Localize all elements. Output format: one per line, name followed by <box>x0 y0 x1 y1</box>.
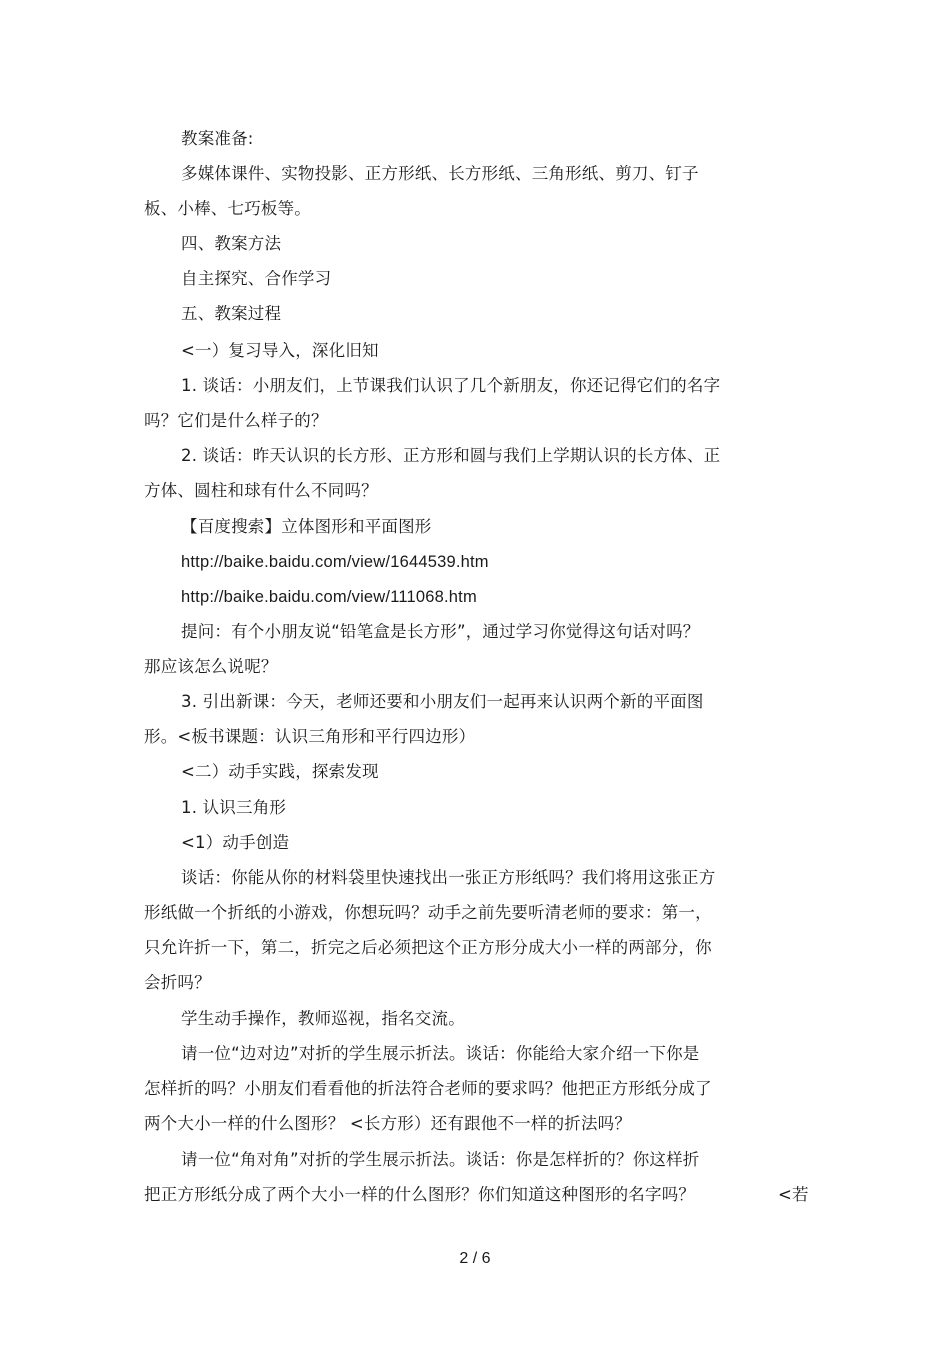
text-line: 怎样折的吗？小朋友们看看他的折法符合老师的要求吗？他把正方形纸分成了 <box>144 1079 712 1098</box>
text-line: 只允许折一下，第二，折完之后必须把这个正方形分成大小一样的两部分，你 <box>144 938 712 957</box>
text-line: 1. 认识三角形 <box>181 798 287 817</box>
text-line: 把正方形纸分成了两个大小一样的什么图形？你们知道这种图形的名字吗？ <box>144 1185 696 1204</box>
text-line: 请一位“角对角”对折的学生展示折法。谈话：你是怎样折的？你这样折 <box>181 1150 700 1169</box>
url-link[interactable]: http://baike.baidu.com/view/1644539.htm <box>181 553 489 571</box>
text-line: 2. 谈话：昨天认识的长方形、正方形和圆与我们上学期认识的长方体、正 <box>181 446 721 465</box>
text-line: 会折吗？ <box>144 973 211 992</box>
text-line-tail: <若 <box>778 1185 809 1204</box>
subsection-heading: <二）动手实践，探索发现 <box>181 762 379 781</box>
text-line: 学生动手操作，教师巡视，指名交流。 <box>181 1009 465 1028</box>
subsection-heading: <一）复习导入，深化旧知 <box>181 341 379 360</box>
text-line: 谈话：你能从你的材料袋里快速找出一张正方形纸吗？我们将用这张正方 <box>181 868 716 887</box>
text-line: 那应该怎么说呢？ <box>144 657 278 676</box>
text-line: 吗？它们是什么样子的？ <box>144 411 328 430</box>
text-line: 【百度搜索】立体图形和平面图形 <box>181 517 432 536</box>
text-line: 方体、圆柱和球有什么不同吗？ <box>144 481 378 500</box>
text-line: 两个大小一样的什么图形？ <长方形）还有跟他不一样的折法吗？ <box>144 1114 632 1133</box>
text-line: 请一位“边对边”对折的学生展示折法。谈话：你能给大家介绍一下你是 <box>181 1044 700 1063</box>
text-line: 自主探究、合作学习 <box>181 269 332 288</box>
section-heading: 四、教案方法 <box>181 234 282 253</box>
url-link[interactable]: http://baike.baidu.com/view/111068.htm <box>181 588 477 606</box>
page-number: 2 / 6 <box>459 1250 491 1267</box>
text-line: <1）动手创造 <box>181 833 290 852</box>
text-line: 形纸做一个折纸的小游戏，你想玩吗？动手之前先要听清老师的要求：第一， <box>144 903 712 922</box>
text-line: 板、小棒、七巧板等。 <box>144 199 311 218</box>
text-line: 形。<板书课题：认识三角形和平行四边形） <box>144 727 476 746</box>
text-line: 多媒体课件、实物投影、正方形纸、长方形纸、三角形纸、剪刀、钉子 <box>181 164 699 183</box>
text-line: 教案准备: <box>181 129 254 148</box>
text-line: 3. 引出新课：今天，老师还要和小朋友们一起再来认识两个新的平面图 <box>181 692 704 711</box>
section-heading: 五、教案过程 <box>181 304 282 323</box>
text-line: 1. 谈话：小朋友们，上节课我们认识了几个新朋友，你还记得它们的名字 <box>181 376 721 395</box>
text-line: 提问：有个小朋友说“铅笔盒是长方形”，通过学习你觉得这句话对吗？ <box>181 622 700 641</box>
